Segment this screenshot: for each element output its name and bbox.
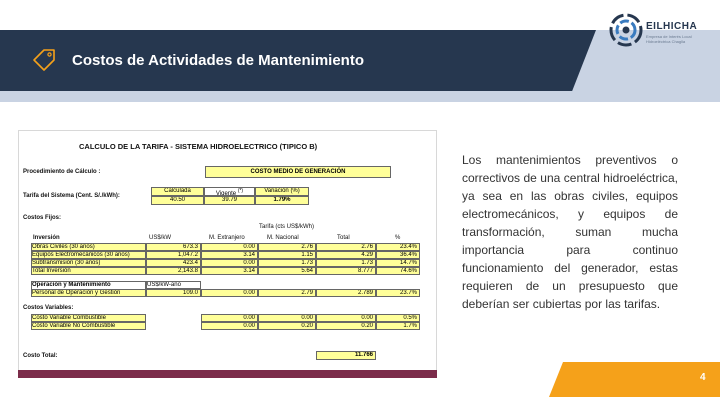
table-cell: 0.00	[316, 314, 376, 322]
table-cell: 23.7%	[376, 289, 420, 297]
calc-header: Calculada	[151, 187, 204, 196]
page-number: 4	[700, 372, 706, 383]
var-value: 1.79%	[255, 196, 309, 205]
table-row-label: Costo Variable Combustible	[31, 314, 146, 322]
table-cell: 673.3	[146, 243, 201, 251]
footer-accent-fold	[549, 362, 563, 397]
table-cell: 0.00	[201, 243, 258, 251]
table-row-label: Obras Civiles (30 años)	[31, 243, 146, 251]
operacion-col-1: US$/kW-año	[146, 281, 201, 289]
table-cell: 4.29	[316, 251, 376, 259]
table-cell: 0.00	[201, 322, 258, 330]
table-cell: 0.20	[258, 322, 316, 330]
costo-total-label: Costo Total:	[23, 353, 58, 359]
table-row-label: Costo Variable No Combustible	[31, 322, 146, 330]
table-cell: 2,143.8	[146, 267, 201, 275]
table-cell: 1.15	[258, 251, 316, 259]
table-cell: 14.7%	[376, 259, 420, 267]
table-row-label: Subtransmisión (30 años)	[31, 259, 146, 267]
sheet-accent-bar	[18, 370, 437, 378]
vig-header-label: Vigente	[215, 191, 237, 196]
vig-value: 39.79	[204, 196, 255, 205]
table-cell: 8.777	[316, 267, 376, 275]
table-row-label: Personal de Operación y Gestión	[31, 289, 146, 297]
table-cell: 23.4%	[376, 243, 420, 251]
inversion-col-0: Inversión	[33, 235, 60, 241]
table-cell: 74.6%	[376, 267, 420, 275]
operacion-col-0: Operación y Mantenimiento	[31, 281, 146, 289]
table-cell: 5.64	[258, 267, 316, 275]
table-cell: 3.14	[201, 251, 258, 259]
table-cell: 0.5%	[376, 314, 420, 322]
procedimiento-value: COSTO MEDIO DE GENERACIÓN	[205, 166, 391, 178]
slide-description: Los mantenimientos preventivos o correctivos de una central hidroeléctrica, ya sea en las obras civiles, equipos electromecánicos, y equipos de transformación, suman mucha importancia para continuo funcionamiento del generador, estas requieren de un presupuesto que deberían ser cubiertas por las tarifas.	[462, 153, 678, 311]
sheet-heading: CALCULO DE LA TARIFA - SISTEMA HIDROELECTRICO (TIPICO B)	[79, 142, 318, 151]
footer-accent	[563, 362, 720, 397]
logo-subtitle: Empresa de Interés Local Hidroeléctrica Chaglla	[646, 34, 692, 44]
table-cell: 0.20	[316, 322, 376, 330]
table-cell: 0.00	[201, 289, 258, 297]
costos-variables-label: Costos Variables:	[23, 305, 74, 311]
table-cell: 423.4	[146, 259, 201, 267]
table-cell: 0.00	[201, 314, 258, 322]
table-cell: 1,047.2	[146, 251, 201, 259]
table-cell: 1.7%	[376, 322, 420, 330]
var-header: Variación (%)	[255, 187, 309, 196]
inversion-col-5: %	[395, 235, 401, 241]
inversion-col-1: US$/kW	[149, 235, 172, 241]
logo-name: EILHICHA	[646, 21, 698, 32]
table-cell: 0.00	[201, 259, 258, 267]
inversion-col-2: M. Extranjero	[209, 235, 245, 241]
table-row-label: Total Inversión	[31, 267, 146, 275]
slide-title: Costos de Actividades de Mantenimiento	[72, 52, 364, 69]
costo-total-value: 11.766	[316, 351, 376, 360]
table-cell: 2.76	[258, 243, 316, 251]
inversion-col-3: M. Nacional	[267, 235, 299, 241]
table-cell: 3.14	[201, 267, 258, 275]
table-row-label: Equipos Electromecánicos (30 años)	[31, 251, 146, 259]
costos-fijos-label: Costos Fijos:	[23, 215, 62, 221]
table-cell: 1.73	[258, 259, 316, 267]
table-cell: 2.76	[316, 243, 376, 251]
inversion-col-4: Total	[337, 235, 350, 241]
vig-header-note: (*)	[237, 188, 244, 194]
calc-value: 40.50	[151, 196, 204, 205]
table-cell: 2.79	[258, 289, 316, 297]
tarifa-label: Tarifa del Sistema (Cent. S/./kWh):	[23, 193, 120, 199]
tag-icon	[30, 46, 58, 74]
eilhicha-logo-mark-icon	[608, 10, 644, 50]
tariff-calculation-sheet	[18, 130, 437, 378]
company-logo	[608, 10, 718, 50]
table-cell: 109.0	[146, 289, 201, 297]
table-cell: 1.73	[316, 259, 376, 267]
table-cell: 2.789	[316, 289, 376, 297]
procedimiento-label: Procedimiento de Cálculo :	[23, 169, 101, 175]
tarifa-group-header: Tarifa (cts US$/kWh)	[259, 224, 315, 230]
table-cell: 36.4%	[376, 251, 420, 259]
vig-header	[204, 187, 255, 196]
table-cell: 0.00	[258, 314, 316, 322]
